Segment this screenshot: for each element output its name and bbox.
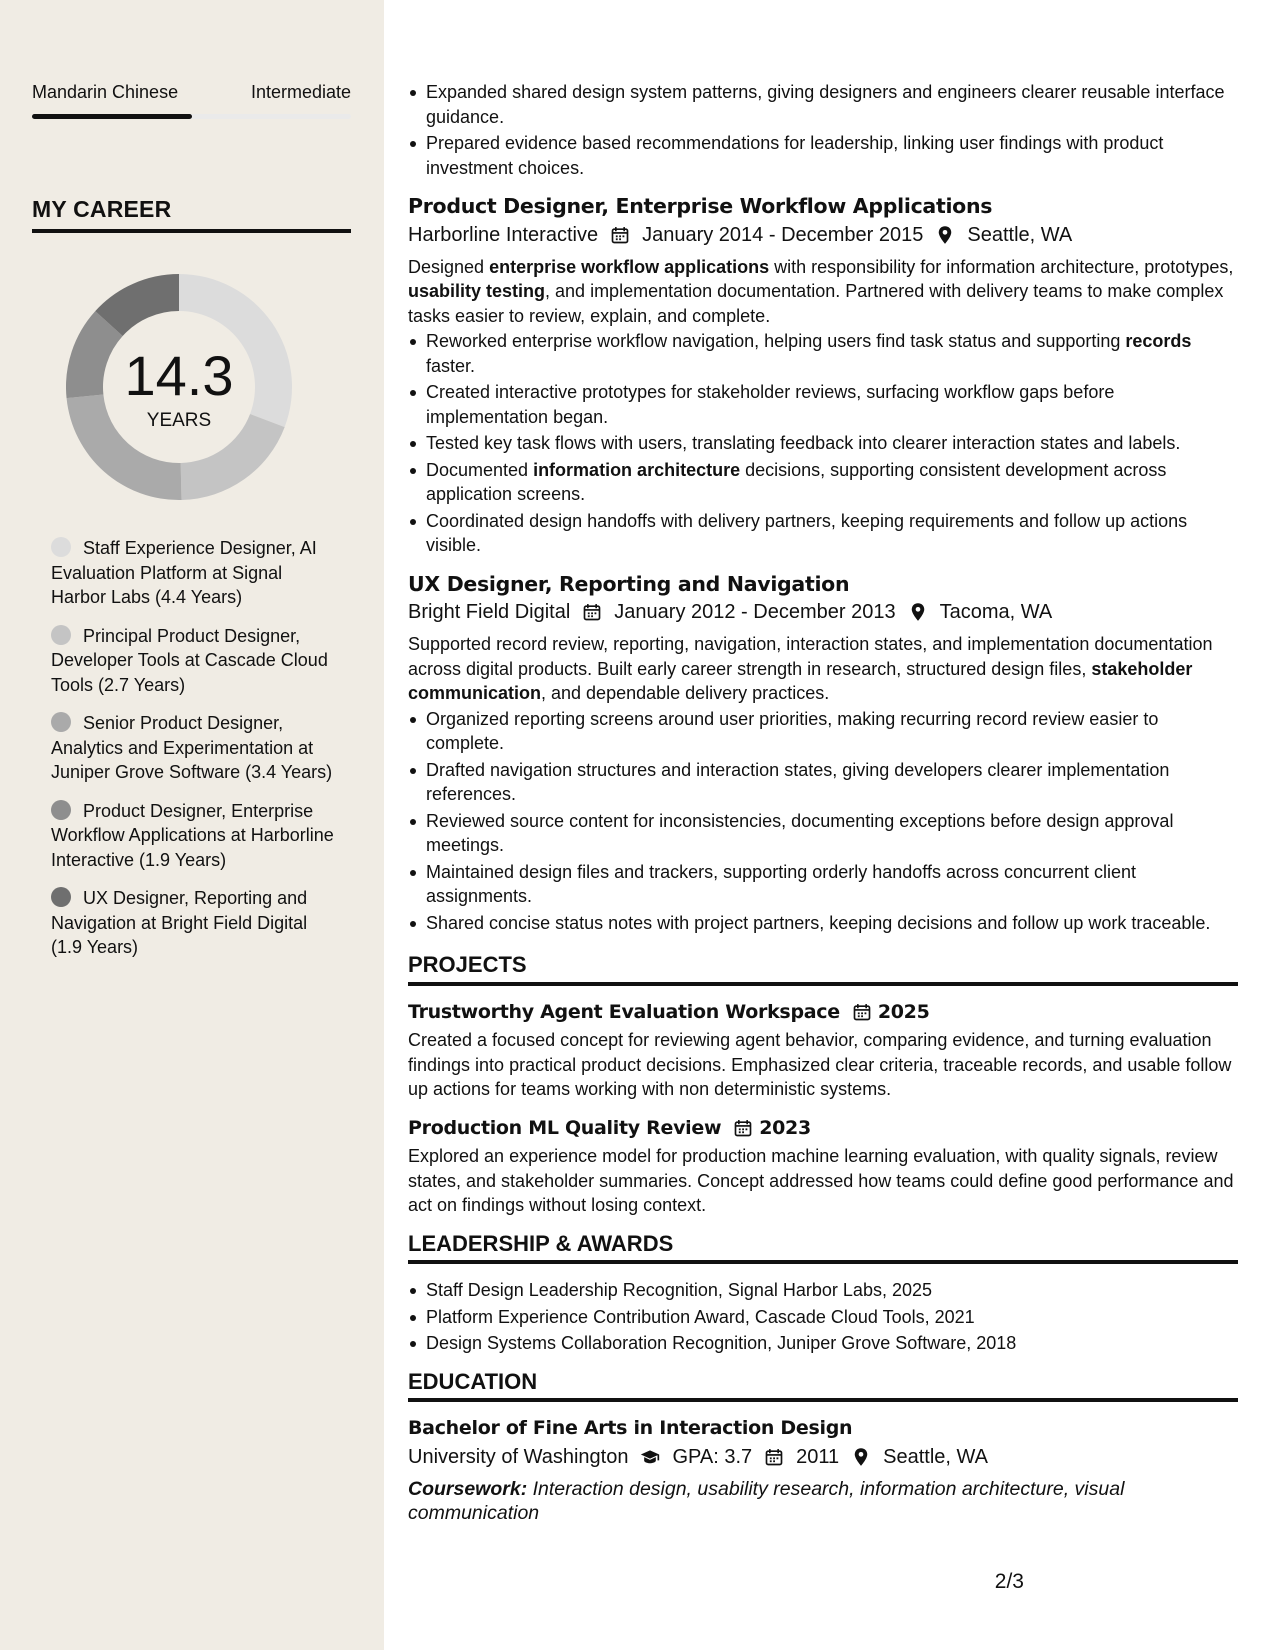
legend-swatch — [51, 887, 71, 907]
text-segment: Reworked enterprise workflow navigation, helping users find task status and supporting — [426, 331, 1126, 351]
career-legend-item — [51, 886, 341, 960]
language-proficiency-fill — [32, 114, 192, 119]
bold-keyword: usability testing — [408, 281, 546, 301]
career-legend-item — [51, 711, 341, 785]
education-meta — [408, 1442, 1238, 1472]
language-name: Mandarin Chinese — [32, 82, 179, 102]
project-entry — [408, 1000, 1238, 1102]
legend-swatch — [51, 712, 71, 732]
job-description — [408, 632, 1238, 706]
education-heading: EDUCATION — [408, 1370, 1238, 1403]
project-title-row — [408, 1116, 1238, 1141]
job-meta — [408, 597, 1238, 627]
text-segment: Coordinated design handoffs with delivery partners, keeping requirements and follow up actions visible. — [426, 510, 1188, 555]
bullet-item: Prepared evidence based recommendations for leadership, linking user findings with product investment choices. — [408, 131, 1238, 180]
bold-keyword: enterprise workflow applications — [489, 256, 770, 277]
project-title-row — [408, 1000, 1238, 1025]
text-segment: Supported record review, reporting, navigation, interaction states, and implementation documentation across digital products. Built early career strength in research, structured design files, — [408, 634, 1213, 679]
bullet-item — [408, 809, 1238, 858]
coursework-text: Interaction design, usability research, information architecture, visual communication — [408, 1477, 1125, 1524]
job-location: Seattle, WA — [967, 223, 1073, 246]
bullet-item — [408, 911, 1238, 936]
coursework-label: Coursework: — [408, 1477, 528, 1500]
text-segment: , and dependable delivery practices. — [541, 683, 830, 703]
job-entry — [408, 194, 1238, 558]
award-item: Design Systems Collaboration Recognition, Juniper Grove Software, 2018 — [408, 1331, 1238, 1356]
bullet-item — [408, 758, 1238, 807]
text-segment: , and implementation documentation. Partnered with delivery teams to make complex tasks easier to review, explain, and complete. — [408, 281, 1224, 326]
legend-swatch — [51, 537, 71, 557]
career-legend-label: UX Designer, Reporting and Navigation at Bright Field Digital (1.9 Years) — [51, 888, 308, 957]
award-item: Platform Experience Contribution Award, Cascade Cloud Tools, 2021 — [408, 1305, 1238, 1330]
bullet-item — [408, 329, 1238, 378]
total-years-label: YEARS — [146, 410, 212, 431]
previous-job-bullets — [408, 80, 1238, 180]
graduation-cap-icon — [640, 1447, 660, 1467]
coursework — [408, 1477, 1238, 1525]
awards-heading: LEADERSHIP & AWARDS — [408, 1232, 1238, 1265]
school-name: University of Washington — [408, 1445, 629, 1468]
map-pin-icon — [908, 602, 928, 622]
career-legend-item — [51, 624, 341, 698]
page-number: 2/3 — [994, 1570, 1024, 1593]
language-proficiency-bar — [32, 114, 351, 119]
awards-list — [408, 1278, 1238, 1356]
job-dates: January 2012 - December 2013 — [614, 601, 896, 623]
project-entry — [408, 1116, 1238, 1218]
text-segment: with responsibility for information architecture, prototypes, — [769, 256, 1234, 277]
legend-swatch — [51, 800, 71, 820]
language-row — [32, 82, 351, 103]
project-title: Production ML Quality Review — [408, 1116, 722, 1139]
career-legend-label: Product Designer, Enterprise Workflow Applications at Harborline Interactive (1.9 Years) — [51, 800, 334, 870]
gpa: GPA: 3.7 — [672, 1445, 753, 1468]
project-year: 2023 — [759, 1116, 811, 1139]
bullet-item — [408, 509, 1238, 558]
calendar-icon — [852, 1002, 872, 1022]
job-entry — [408, 572, 1238, 936]
graduation-year: 2011 — [796, 1445, 840, 1468]
career-donut-chart — [66, 274, 292, 500]
sidebar — [0, 0, 384, 1650]
bold-keyword: records — [1125, 331, 1192, 351]
career-legend-item — [51, 536, 341, 610]
job-location: Tacoma, WA — [939, 601, 1053, 623]
map-pin-icon — [935, 225, 955, 245]
career-legend-label: Staff Experience Designer, AI Evaluation Platform at Signal Harbor Labs (4.4 Years) — [51, 538, 317, 607]
project-description: Explored an experience model for production machine learning evaluation, with quality signals, review states, and stakeholder summaries. Concept addressed how teams could define good performance and act on findings without losing context. — [408, 1146, 1234, 1215]
job-meta — [408, 220, 1238, 250]
company-name: Harborline Interactive — [408, 223, 599, 246]
map-pin-icon — [851, 1447, 871, 1467]
job-bullets — [408, 329, 1238, 558]
job-title: Product Designer, Enterprise Workflow Applications — [408, 194, 993, 218]
projects-heading: PROJECTS — [408, 953, 1238, 986]
text-segment: Drafted navigation structures and interaction states, giving developers clearer implementation references. — [426, 759, 1170, 804]
education-location: Seattle, WA — [883, 1445, 989, 1468]
text-segment: Tested key task flows with users, translating feedback into clearer interaction states and labels. — [426, 433, 1181, 453]
text-segment: decisions, supporting consistent development across application screens. — [426, 459, 1167, 504]
bullet-item — [408, 380, 1238, 429]
calendar-icon — [582, 602, 602, 622]
text-segment: faster. — [426, 355, 476, 376]
text-segment: Organized reporting screens around user priorities, making recurring record review easier to complete. — [426, 708, 1159, 753]
career-heading: MY CAREER — [32, 196, 351, 233]
award-item: Staff Design Leadership Recognition, Signal Harbor Labs, 2025 — [408, 1278, 1238, 1303]
career-legend-label: Senior Product Designer, Analytics and Experimentation at Juniper Grove Software (3.4 Years) — [51, 713, 333, 782]
project-title: Trustworthy Agent Evaluation Workspace — [408, 1000, 840, 1023]
language-level: Intermediate — [250, 82, 351, 102]
bullet-item — [408, 707, 1238, 756]
calendar-icon — [764, 1447, 784, 1467]
project-description: Created a focused concept for reviewing agent behavior, comparing evidence, and turning evaluation findings into practical product decisions. Emphasized clear criteria, traceable records, and usable follow up actions for teams working with non deterministic systems. — [408, 1030, 1232, 1099]
legend-swatch — [51, 625, 71, 645]
text-segment: Designed — [408, 256, 490, 277]
main-column — [384, 0, 1275, 1650]
company-name: Bright Field Digital — [408, 601, 571, 623]
bullet-item — [408, 431, 1238, 456]
bullet-item — [408, 458, 1238, 507]
job-bullets — [408, 707, 1238, 936]
calendar-icon — [733, 1118, 753, 1138]
total-years-value: 14.3 — [124, 344, 234, 407]
job-description — [408, 255, 1238, 329]
job-title: UX Designer, Reporting and Navigation — [408, 571, 850, 596]
text-segment: Created interactive prototypes for stakeholder reviews, surfacing workflow gaps before implementation began. — [426, 382, 1115, 427]
text-segment: Shared concise status notes with project partners, keeping decisions and follow up work traceable. — [426, 912, 1211, 933]
bullet-item: Expanded shared design system patterns, giving designers and engineers clearer reusable interface guidance. — [408, 80, 1238, 129]
bold-keyword: information architecture — [533, 459, 741, 480]
jobs — [408, 194, 1238, 935]
degree-title: Bachelor of Fine Arts in Interaction Design — [408, 1417, 853, 1439]
projects — [408, 1000, 1238, 1218]
job-dates: January 2014 - December 2015 — [642, 223, 924, 246]
text-segment: Documented — [426, 459, 534, 480]
education-entry — [408, 1416, 1238, 1525]
career-legend-label: Principal Product Designer, Developer Tools at Cascade Cloud Tools (2.7 Years) — [51, 625, 328, 695]
career-legend-item — [51, 799, 341, 873]
calendar-icon — [610, 225, 630, 245]
career-legend — [51, 536, 341, 974]
bold-keyword: stakeholder communication — [408, 658, 1193, 703]
project-year: 2025 — [877, 1000, 930, 1023]
bullet-item — [408, 860, 1238, 909]
text-segment: Maintained design files and trackers, supporting orderly handoffs across concurrent client assignments. — [426, 861, 1137, 906]
content-column — [408, 80, 1238, 1525]
text-segment: Reviewed source content for inconsistencies, documenting exceptions before design approval meetings. — [426, 810, 1174, 855]
